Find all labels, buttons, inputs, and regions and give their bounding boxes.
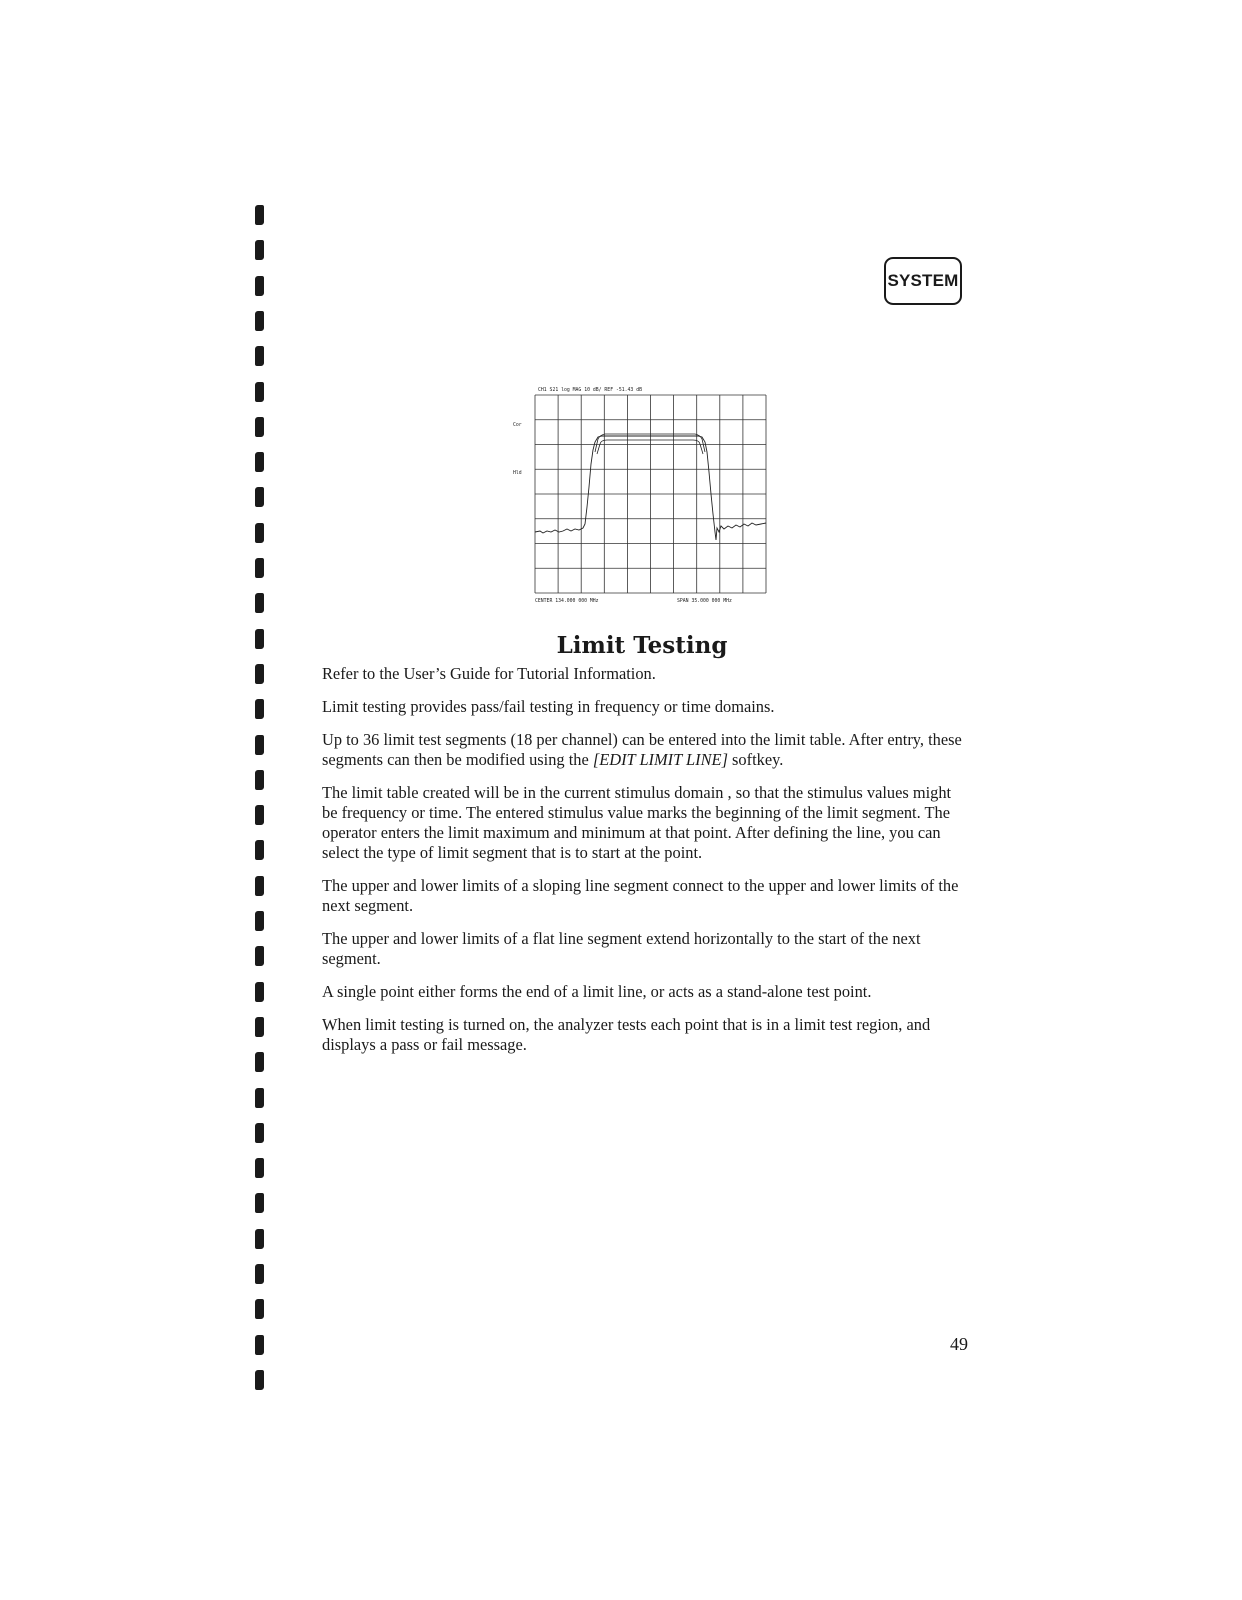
figure-label-hld: Hld (513, 471, 522, 476)
binding-hole (255, 1264, 264, 1284)
binding-hole (255, 1193, 264, 1213)
page-title: Limit Testing (556, 632, 728, 659)
page-number: 49 (950, 1334, 968, 1354)
paragraph-limit-table: The limit table created will be in the current stimulus domain , so that the stimulus values might be frequency or time. The entered stimulus value marks the beginning of the limit segment. The operator enters the limit maximum and minimum at that point. After defining the line, you can select the type of limit segment that is to start at the point. (322, 783, 952, 862)
binding-hole (255, 770, 264, 790)
binding-hole (255, 205, 264, 225)
paragraph-sloping-line: The upper and lower limits of a sloping line segment connect to the upper and lower limits of the next segment. (322, 876, 959, 915)
binding-hole (255, 382, 264, 402)
binding-hole (255, 876, 264, 896)
binding-holes (255, 205, 267, 1395)
figure-graticule (535, 395, 766, 593)
binding-hole (255, 523, 264, 543)
binding-hole (255, 699, 264, 719)
binding-hole (255, 629, 264, 649)
binding-hole (255, 1299, 264, 1319)
binding-hole (255, 417, 264, 437)
system-key-icon (884, 257, 962, 305)
binding-hole (255, 1052, 264, 1072)
binding-hole (255, 452, 264, 472)
binding-hole (255, 311, 264, 331)
binding-hole (255, 1158, 264, 1178)
binding-hole (255, 346, 264, 366)
binding-hole (255, 1123, 264, 1143)
paragraph-flat-line: The upper and lower limits of a flat line segment extend horizontally to the start of the next segment. (322, 929, 921, 968)
binding-hole (255, 735, 264, 755)
binding-hole (255, 840, 264, 860)
binding-hole (255, 487, 264, 507)
binding-hole (255, 946, 264, 966)
analyzer-display-figure (505, 382, 785, 607)
binding-hole (255, 805, 264, 825)
figure-header: CH1 S21 log MAG 10 dB/ REF -51.43 dB (538, 388, 642, 393)
segments-text: Up to 36 limit test segments (18 per channel) can be entered into the limit table. After entry, these segments can then be modified using the (322, 730, 962, 769)
binding-hole (255, 558, 264, 578)
binding-hole (255, 240, 264, 260)
binding-hole (255, 1229, 264, 1249)
body-text (322, 664, 967, 1068)
segments-text-end: softkey. (727, 750, 784, 769)
figure-footer-center: CENTER 134.000 000 MHz (535, 599, 599, 604)
system-key-label: SYSTEM (887, 271, 959, 290)
paragraph-limit-on: When limit testing is turned on, the analyzer tests each point that is in a limit test region, and displays a pass or fail message. (322, 1015, 931, 1054)
trace-lower (597, 440, 703, 454)
figure-label-cor: Cor (513, 423, 522, 428)
edit-limit-line-softkey: [EDIT LIMIT LINE] (592, 750, 728, 769)
paragraph-single-point: A single point either forms the end of a limit line, or acts as a stand-alone test point. (322, 982, 872, 1001)
paragraph-pass-fail: Limit testing provides pass/fail testing in frequency or time domains. (322, 697, 775, 716)
analyzer-display-svg (505, 382, 785, 607)
binding-hole (255, 276, 264, 296)
binding-hole (255, 1088, 264, 1108)
binding-hole (255, 911, 264, 931)
binding-hole (255, 593, 264, 613)
binding-hole (255, 982, 264, 1002)
trace-upper (595, 434, 705, 452)
binding-hole (255, 1017, 264, 1037)
paragraph-segments (322, 730, 967, 770)
paragraph-tutorial-ref: Refer to the User’s Guide for Tutorial Information. (322, 664, 656, 683)
binding-hole (255, 664, 264, 684)
binding-hole (255, 1335, 264, 1355)
binding-hole (255, 1370, 264, 1390)
figure-footer-span: SPAN 35.000 000 MHz (677, 599, 732, 604)
